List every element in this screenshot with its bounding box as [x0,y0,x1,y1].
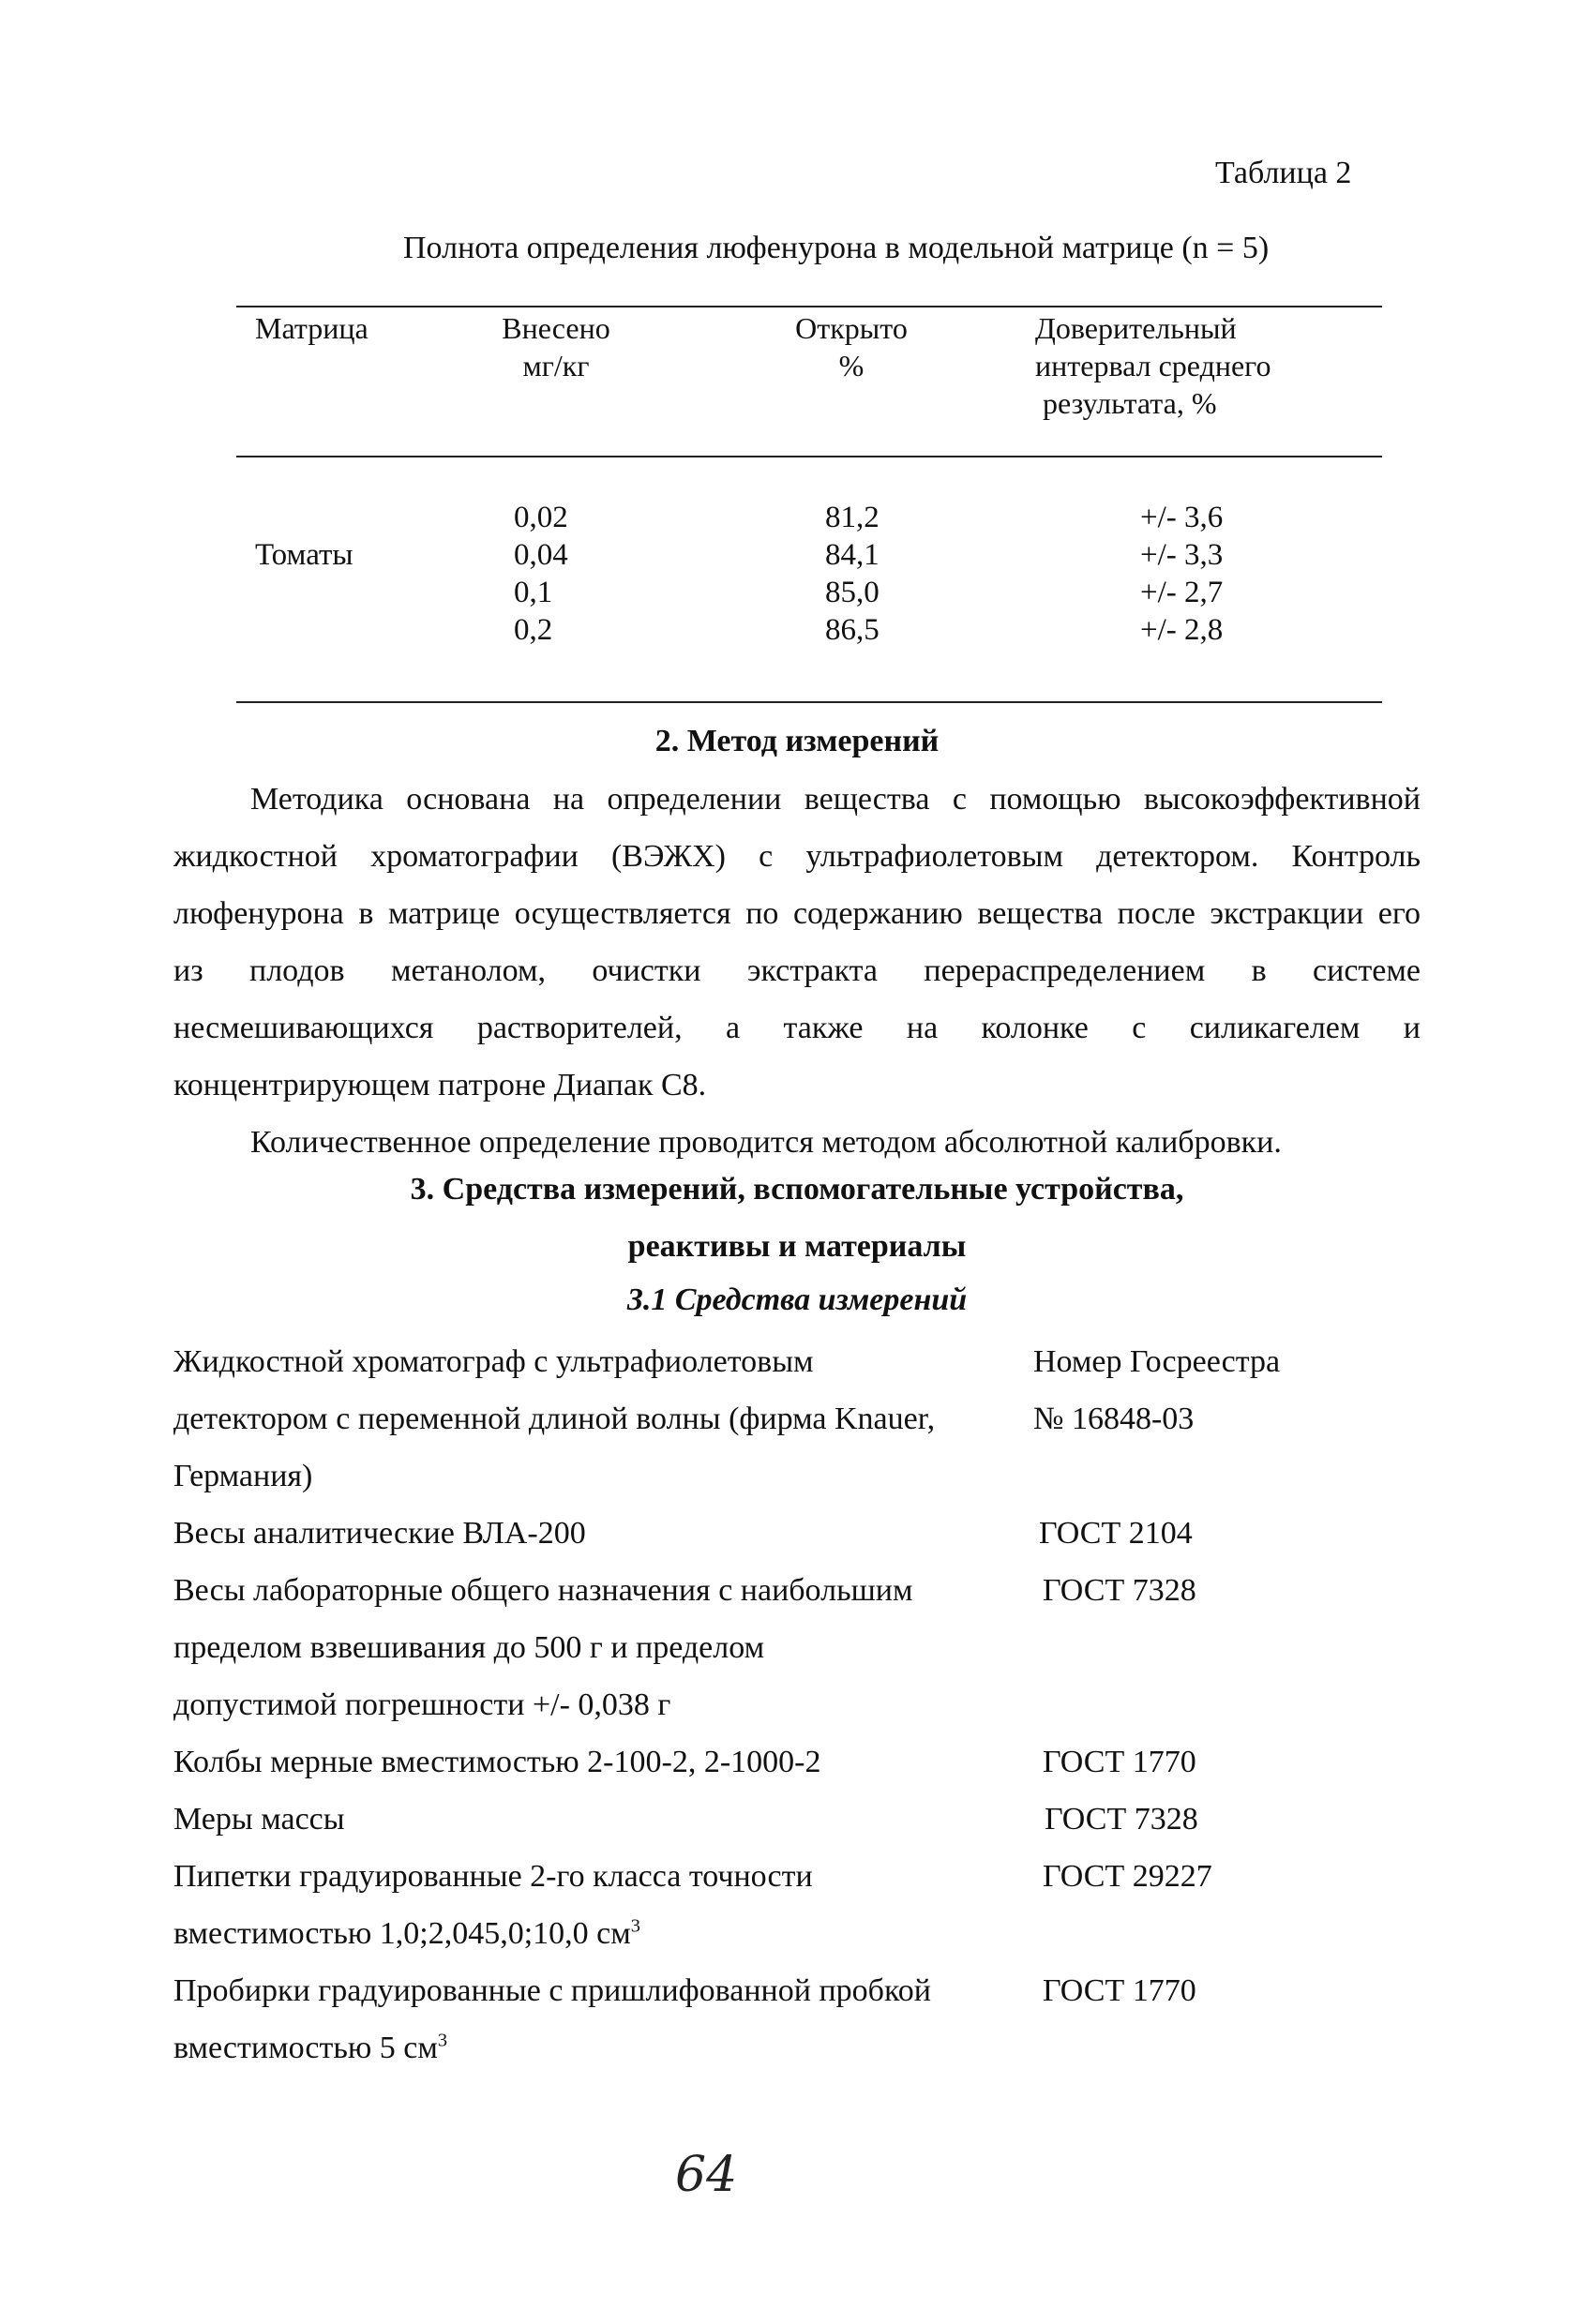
equipment-item-balance [173,1505,999,1562]
cell-found: 84,1 [825,538,880,572]
equipment-line: Пробирки градуированные с пришлифованной пробкой [173,1973,931,2008]
equipment-line: допустимой погрешности +/- 0,038 г [173,1687,671,1722]
cell-ci: +/- 3,3 [1140,538,1224,572]
cell-found: 85,0 [825,576,880,609]
table-top-rule [236,306,1382,307]
equipment-item-flasks [173,1733,999,1791]
matrix-name: Томаты [255,538,353,572]
equipment-line [173,1905,999,1962]
header-ci-line2: интервал среднего [1035,349,1271,382]
equipment-line: Германия) [173,1459,313,1493]
equipment-item-tubes [173,1962,999,2077]
superscript: 3 [437,2030,448,2051]
table-caption: Полнота определения люфенурона в модельной матрице (n = 5) [403,231,1270,265]
cell-added: 0,02 [514,501,568,534]
equipment-line: Жидкостной хроматограф с ультрафиолетовым [173,1344,814,1379]
column-added [514,499,568,649]
header-added-line2: мг/кг [522,349,590,382]
cell-ci: +/- 2,8 [1140,613,1224,647]
column-ci [1140,499,1223,649]
header-added [495,309,617,384]
header-found-line2: % [838,349,865,382]
table-label: Таблица 2 [1215,156,1352,190]
section2-title: 2. Метод измерений [654,724,940,758]
cell-ci: +/- 2,7 [1140,576,1224,609]
equipment-ref-line: № 16848-03 [1033,1402,1195,1436]
header-found-line1: Открыто [795,311,908,345]
page-number: 64 [675,2147,738,2203]
header-found [786,309,917,384]
header-ci-line3: результата, % [1043,386,1217,420]
header-ci [1035,309,1271,422]
table-bottom-rule [236,701,1382,703]
table-header-rule [236,456,1382,457]
superscript: 3 [630,1915,640,1937]
equipment-line-text: вместимостью 5 см [173,2031,438,2065]
equipment-line: Меры массы [173,1802,345,1837]
equipment-item-weights [173,1791,999,1848]
equipment-line [173,2019,999,2077]
equipment-ref-hplc [1033,1333,1280,1447]
cell-added: 0,1 [514,576,553,609]
equipment-line: пределом взвешивания до 500 г и пределом [173,1630,765,1665]
cell-found: 81,2 [825,501,880,534]
section2-paragraph1 [173,771,1421,1114]
para-line: несмешивающихся растворителей, а также на колонке с силикагелем и [173,1011,1421,1045]
para-line: концентрирующем патроне Диапак С8. [173,1068,707,1102]
equipment-item-pipettes [173,1848,999,1962]
cell-added: 0,2 [514,613,553,647]
equipment-line-text: вместимостью 1,0;2,045,0;10,0 см [173,1916,631,1951]
section2-paragraph2: Количественное определение проводится методом абсолютной калибровки. [250,1125,1282,1160]
equipment-ref-pipettes: ГОСТ 29227 [1043,1859,1212,1894]
equipment-line: Весы аналитические ВЛА-200 [173,1516,586,1551]
para-line: жидкостной хроматографии (ВЭЖХ) с ультрафиолетовым детектором. Контроль [173,839,1421,874]
equipment-ref-balance: ГОСТ 2104 [1039,1516,1193,1551]
section3-title-line2: реактивы и материалы [627,1229,967,1264]
para-line: из плодов метанолом, очистки экстракта перераспределением в системе [173,953,1421,988]
equipment-item-hplc [173,1333,999,1505]
cell-found: 86,5 [825,613,880,647]
header-matrix: Матрица [255,311,368,345]
equipment-ref-weights: ГОСТ 7328 [1045,1802,1198,1837]
column-found [825,499,880,649]
header-added-line1: Внесено [502,311,610,345]
equipment-ref-flasks: ГОСТ 1770 [1043,1745,1196,1779]
equipment-line: Колбы мерные вместимостью 2-100-2, 2-1000-2 [173,1745,821,1779]
equipment-line: Весы лабораторные общего назначения с наибольшим [173,1573,913,1608]
header-ci-line1: Доверительный [1035,311,1237,345]
equipment-item-lab-balance [173,1562,999,1733]
equipment-line: Пипетки градуированные 2-го класса точности [173,1859,813,1894]
section3-subtitle: 3.1 Средства измерений [626,1282,968,1317]
para-line: люфенурона в матрице осуществляется по содержанию вещества после экстракции его [173,896,1421,931]
cell-ci: +/- 3,6 [1140,501,1224,534]
equipment-line: детектором с переменной длиной волны (фирма Knauer, [173,1402,936,1436]
equipment-ref-line: Номер Госреестра [1033,1344,1281,1379]
equipment-ref-lab-balance: ГОСТ 7328 [1043,1573,1196,1608]
equipment-ref-tubes: ГОСТ 1770 [1043,1973,1196,2008]
cell-added: 0,04 [514,538,568,572]
section3-title-line1: 3. Средства измерений, вспомогательные устройства, [410,1172,1184,1207]
para-line: Методика основана на определении вещества с помощью высокоэффективной [250,782,1421,817]
